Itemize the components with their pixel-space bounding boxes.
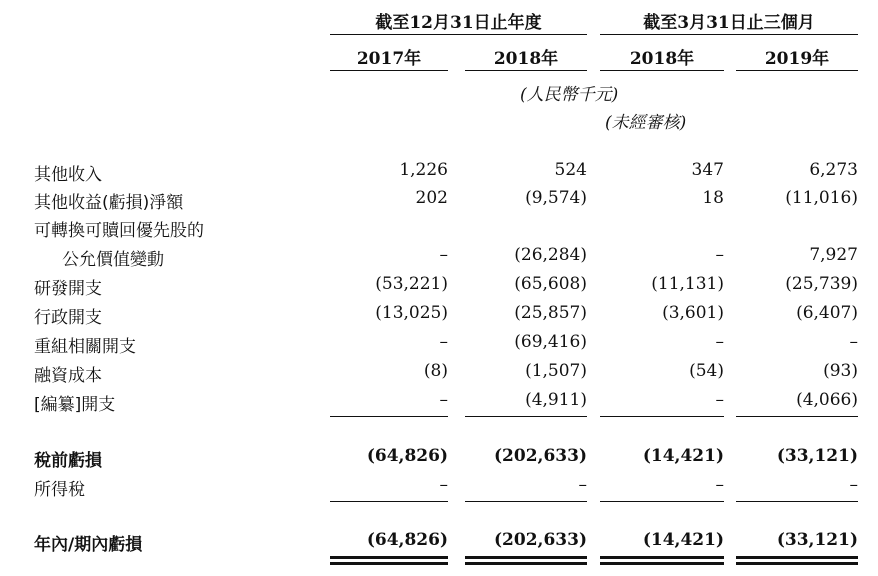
row-label-other-gains: 其他收益(虧損)淨額: [34, 193, 184, 213]
table-cell: (25,739): [785, 274, 858, 294]
table-cell: (6,407): [796, 303, 858, 323]
double-rule-3a: [600, 556, 724, 559]
header-group-annual: 截至12月31日止年度: [375, 13, 542, 33]
table-cell: (8): [423, 361, 448, 381]
double-rule-3b: [600, 562, 724, 565]
table-cell: –: [715, 475, 724, 495]
table-cell: 6,273: [809, 160, 858, 180]
unit-label: (人民幣千元): [520, 85, 619, 105]
header-rule-quarter: [600, 34, 858, 35]
row-label-other-income: 其他收入: [34, 165, 102, 185]
table-cell: (3,601): [662, 303, 724, 323]
table-cell: (11,131): [651, 274, 724, 294]
table-cell: (93): [823, 361, 858, 381]
table-cell: (54): [689, 361, 724, 381]
header-group-quarter: 截至3月31日止三個月: [643, 13, 815, 33]
row-label-finance-cost: 融資成本: [34, 366, 102, 386]
row-label-restructuring: 重組相關開支: [34, 337, 136, 357]
table-cell: (1,507): [525, 361, 587, 381]
table-cell: (53,221): [375, 274, 448, 294]
table-cell: (14,421): [642, 446, 724, 466]
table-cell: (33,121): [776, 446, 858, 466]
table-cell: (202,633): [494, 530, 587, 550]
row-label-redacted-expense: [編纂]開支: [34, 395, 116, 415]
table-cell: 202: [415, 188, 448, 208]
year-rule-4: [736, 70, 858, 71]
total-rule-1: [330, 501, 448, 502]
double-rule-4b: [736, 562, 858, 565]
double-rule-2b: [465, 562, 587, 565]
table-cell: –: [439, 475, 448, 495]
table-cell: (65,608): [514, 274, 587, 294]
year-rule-1: [330, 70, 448, 71]
row-label-period-loss: 年內/期內虧損: [34, 535, 143, 555]
table-cell: –: [715, 390, 724, 410]
table-cell: 18: [702, 188, 724, 208]
table-cell: (33,121): [776, 530, 858, 550]
table-cell: (13,025): [375, 303, 448, 323]
table-cell: (26,284): [514, 245, 587, 265]
year-rule-2: [465, 70, 587, 71]
table-cell: (4,911): [525, 390, 587, 410]
row-label-preferred-shares: 可轉換可贖回優先股的: [34, 221, 204, 241]
table-cell: –: [715, 332, 724, 352]
row-label-income-tax: 所得稅: [34, 480, 85, 500]
row-label-admin: 行政開支: [34, 308, 102, 328]
table-cell: (9,574): [525, 188, 587, 208]
header-rule-annual: [330, 34, 587, 35]
table-cell: (14,421): [642, 530, 724, 550]
double-rule-2a: [465, 556, 587, 559]
subtotal-rule-2: [465, 416, 587, 417]
table-cell: (4,066): [796, 390, 858, 410]
subtotal-rule-4: [736, 416, 858, 417]
row-label-pretax-loss: 稅前虧損: [34, 451, 102, 471]
double-rule-4a: [736, 556, 858, 559]
table-cell: (25,857): [514, 303, 587, 323]
year-header-3: 2018年: [629, 49, 695, 69]
year-header-2: 2018年: [493, 49, 559, 69]
total-rule-2: [465, 501, 587, 502]
subtotal-rule-3: [600, 416, 724, 417]
table-cell: –: [715, 245, 724, 265]
table-cell: –: [439, 245, 448, 265]
table-cell: –: [849, 332, 858, 352]
table-cell: 1,226: [399, 160, 448, 180]
total-rule-4: [736, 501, 858, 502]
subtotal-rule-1: [330, 416, 448, 417]
total-rule-3: [600, 501, 724, 502]
table-cell: (11,016): [785, 188, 858, 208]
row-label-fair-value: 公允價值變動: [62, 250, 164, 270]
table-cell: –: [439, 332, 448, 352]
table-cell: (64,826): [366, 446, 448, 466]
table-cell: –: [849, 475, 858, 495]
table-cell: 7,927: [809, 245, 858, 265]
year-rule-3: [600, 70, 724, 71]
year-header-1: 2017年: [356, 49, 422, 69]
table-cell: 347: [691, 160, 724, 180]
table-cell: (64,826): [366, 530, 448, 550]
table-cell: 524: [554, 160, 587, 180]
row-label-rnd: 研發開支: [34, 279, 102, 299]
table-cell: –: [439, 390, 448, 410]
year-header-4: 2019年: [764, 49, 830, 69]
double-rule-1b: [330, 562, 448, 565]
double-rule-1a: [330, 556, 448, 559]
table-cell: (202,633): [494, 446, 587, 466]
table-cell: –: [578, 475, 587, 495]
table-cell: (69,416): [514, 332, 587, 352]
unaudited-label: (未經審核): [605, 113, 687, 133]
